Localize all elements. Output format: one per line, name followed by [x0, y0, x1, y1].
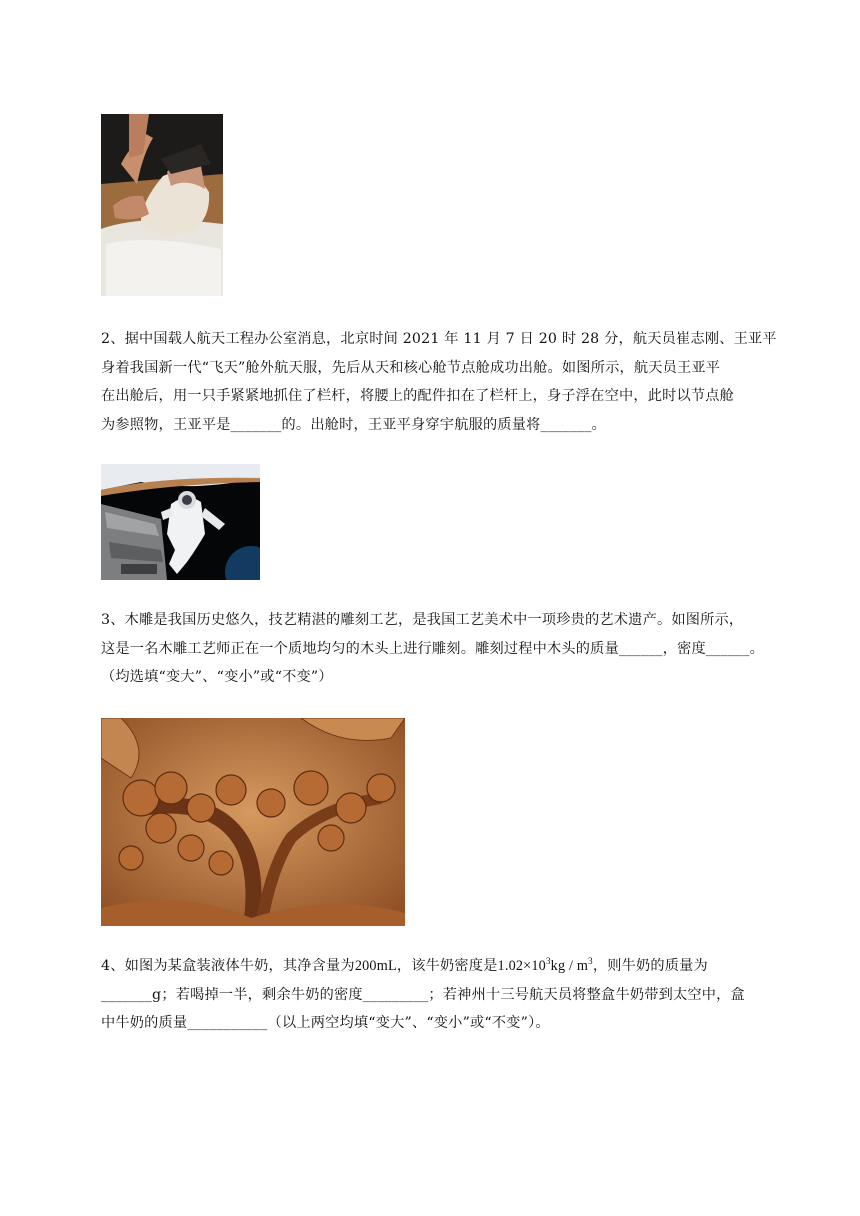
astronaut-spacewalk-photo [101, 464, 260, 580]
question-4-line-1-text-f: ，则牛奶的质量为 [592, 958, 708, 974]
question-3 [101, 606, 809, 692]
question-2-line-4: 为参照物，王亚平是_______的。出舱时，王亚平身穿宇航服的质量将_______。 [101, 416, 606, 433]
question-3-line-3: （均选填“变大”、“变小”或“不变”） [101, 669, 333, 685]
question-2 [101, 325, 809, 439]
question-3-line-1: 3、木雕是我国历史悠久，技艺精湛的雕刻工艺，是我国工艺美术中一项珍贵的艺术遗产。如图所示， [101, 612, 744, 628]
question-4-line-1-text-a: 4、如图为某盒装液体牛奶，其净含量为 [101, 958, 355, 974]
question-2-line-2: 身着我国新一代“飞天”舱外航天服，先后从天和核心舱节点舱成功出舱。如图所示，航天员王亚平 [101, 359, 721, 376]
question-2-line-1: 2、据中国载人航天工程办公室消息，北京时间 2021 年 11 月 7 日 20 时 28 分，航天员崔志刚、王亚平 [101, 331, 777, 347]
question-4-line-3: 中牛奶的质量___________（以上两空均填“变大”、“变小”或“不变”）。 [101, 1015, 550, 1031]
question-4-line-1 [101, 952, 809, 981]
question-4 [101, 952, 809, 1038]
question-4-line-2: _______g；若喝掉一半，剩余牛奶的密度_________；若神州十三号航天员将整盒牛奶带到太空中，盒 [101, 986, 745, 1003]
question-3-line-2: 这是一名木雕工艺师正在一个质地均匀的木头上进行雕刻。雕刻过程中木头的质量______，密度______。 [101, 640, 765, 657]
milk-volume: 200mL [354, 958, 397, 974]
question-2-line-3: 在出舱后，用一只手紧紧地抓住了栏杆，将腰上的配件扣在了栏杆上，身子浮在空中，此时以节点舱 [101, 388, 735, 404]
dough-kneading-photo [101, 114, 223, 296]
question-4-line-1-text-c: ，该牛奶密度是 [396, 958, 498, 974]
wood-carving-photo [101, 718, 405, 926]
milk-density: $1.02\times 10^3kg / m^3$ [497, 956, 593, 974]
